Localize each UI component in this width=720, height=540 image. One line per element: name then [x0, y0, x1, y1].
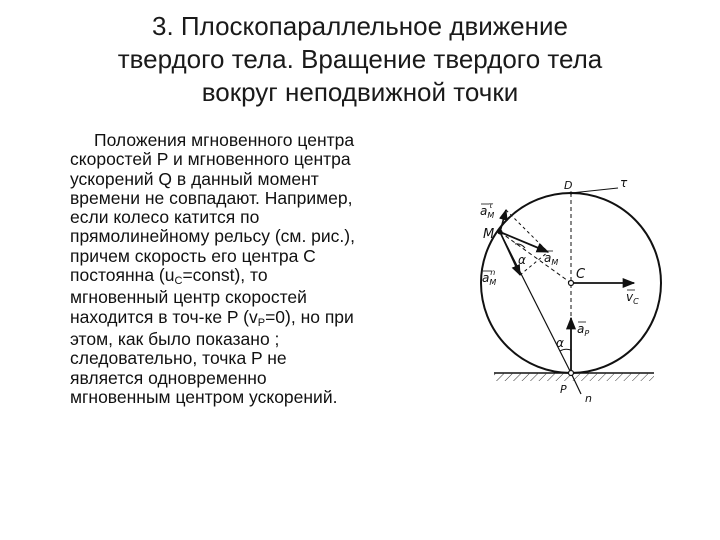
- body-line: мгновенным центром ускорений.: [70, 386, 338, 407]
- body-line: Положения мгновенного центра: [94, 130, 355, 150]
- label-text: a: [544, 251, 552, 265]
- label-sub: M: [551, 258, 559, 267]
- body-paragraph: [70, 131, 470, 407]
- helper-dash-1: [506, 210, 548, 252]
- subscript: P: [257, 316, 266, 329]
- label-v-c: [626, 290, 639, 306]
- body-line: следовательно, точка P не: [70, 348, 287, 369]
- subscript: C: [174, 275, 183, 288]
- label-text: a: [480, 204, 488, 218]
- tangent-at-d: [571, 188, 618, 193]
- body-line: времени не совпадают. Например,: [70, 187, 353, 208]
- title-line-1: 3. Плоскопараллельное движение: [152, 11, 568, 41]
- label-sup: n: [490, 268, 496, 277]
- label-alpha-top: α: [518, 253, 526, 267]
- body-text-part: =const), то: [182, 265, 268, 286]
- label-text: a: [577, 322, 585, 336]
- rolling-wheel-figure: [478, 170, 678, 410]
- label-sub: M: [489, 278, 497, 287]
- label-d: D: [564, 179, 573, 192]
- title-line-3: вокруг неподвижной точки: [201, 77, 519, 107]
- label-alpha-bottom: α: [556, 336, 564, 350]
- label-sub: M: [487, 211, 495, 220]
- label-c: C: [576, 267, 586, 282]
- slide-title: [20, 10, 700, 109]
- label-a-p: [577, 322, 589, 338]
- body-text-part: находится в точ-ке P (v: [70, 306, 258, 327]
- label-m: M: [483, 227, 495, 242]
- body-line: ускорений Q в данный момент: [70, 168, 319, 189]
- point-p: [569, 371, 574, 376]
- point-c: [569, 281, 574, 286]
- body-text-part: =0), но при: [265, 306, 354, 327]
- title-line-2: твердого тела. Вращение твердого тела: [117, 44, 603, 74]
- label-tau: τ: [620, 176, 628, 190]
- body-line: является одновременно: [70, 367, 267, 388]
- label-text: a: [482, 271, 490, 285]
- label-n: n: [585, 392, 592, 405]
- body-text-part: постоянна (u: [70, 265, 175, 286]
- label-sub: P: [584, 329, 590, 338]
- body-line: мгновенный центр скоростей: [70, 287, 307, 308]
- body-line: скоростей P и мгновенного центра: [70, 149, 351, 170]
- label-sub: C: [633, 297, 639, 306]
- label-text: v: [626, 290, 634, 304]
- body-line: [70, 308, 470, 330]
- radius-m-c: [500, 232, 571, 283]
- body-line: прямолинейному рельсу (см. рис.),: [70, 226, 355, 247]
- body-line: [70, 266, 470, 288]
- label-sup: τ: [488, 201, 494, 210]
- label-p: P: [560, 383, 567, 396]
- body-line: этом, как было показано ;: [70, 328, 280, 349]
- point-m: [498, 230, 503, 235]
- body-line: причем скорость его центра С: [70, 245, 316, 266]
- body-line: если колесо катится по: [70, 207, 260, 228]
- label-a-m: [544, 251, 558, 267]
